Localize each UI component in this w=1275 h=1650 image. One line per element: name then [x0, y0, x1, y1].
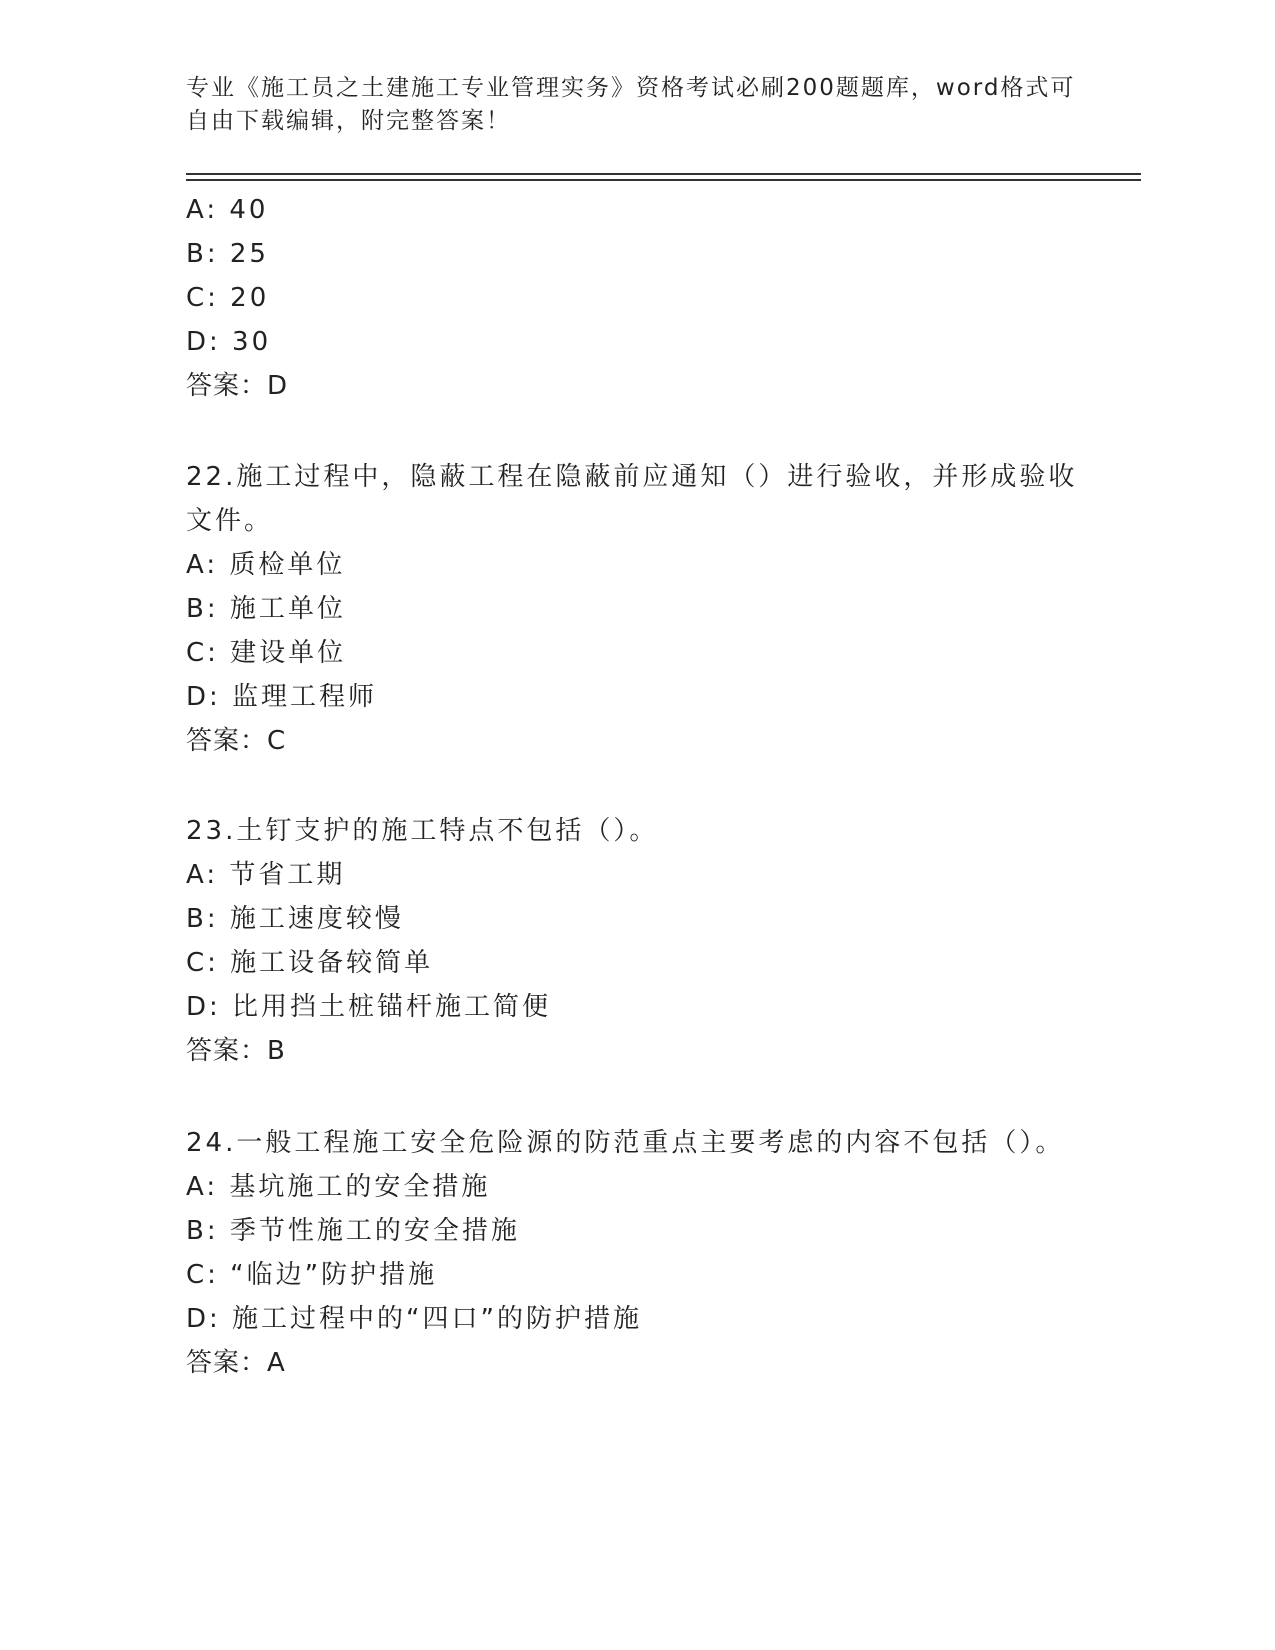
- option-d: D: 30: [186, 327, 272, 357]
- header-rule-bottom: [186, 179, 1141, 181]
- option-a: A: 节省工期: [186, 860, 346, 890]
- option-a: A: 质检单位: [186, 550, 346, 580]
- question-stem: 23.土钉支护的施工特点不包括（）。: [186, 816, 659, 846]
- option-c: C: 20: [186, 283, 270, 313]
- question-stem: 24.一般工程施工安全危险源的防范重点主要考虑的内容不包括（）。: [186, 1128, 1065, 1158]
- question-stem: 22.施工过程中，隐蔽工程在隐蔽前应通知（）进行验收，并形成验收: [186, 462, 1078, 492]
- option-c: C: “临边”防护措施: [186, 1260, 438, 1290]
- option-a: A: 40: [186, 195, 269, 225]
- answer: 答案：D: [186, 371, 289, 401]
- header-line-1: 专业《施工员之土建施工专业管理实务》资格考试必刷200题题库，word格式可: [186, 75, 1076, 101]
- option-d: D: 比用挡土桩锚杆施工简便: [186, 992, 552, 1022]
- option-c: C: 建设单位: [186, 638, 347, 668]
- answer: 答案：A: [186, 1348, 286, 1378]
- header-rule-top: [186, 173, 1141, 175]
- option-b: B: 施工速度较慢: [186, 904, 404, 934]
- option-a: A: 基坑施工的安全措施: [186, 1172, 491, 1202]
- option-b: B: 25: [186, 239, 269, 269]
- document-header: [186, 72, 1086, 138]
- option-c: C: 施工设备较简单: [186, 948, 434, 978]
- option-b: B: 施工单位: [186, 594, 346, 624]
- option-d: D: 施工过程中的“四口”的防护措施: [186, 1304, 642, 1334]
- header-line-2: 自由下载编辑，附完整答案！: [186, 108, 511, 134]
- question-stem-continued: 文件。: [186, 506, 274, 536]
- answer: 答案：C: [186, 726, 287, 756]
- option-b: B: 季节性施工的安全措施: [186, 1216, 520, 1246]
- answer: 答案：B: [186, 1036, 286, 1066]
- option-d: D: 监理工程师: [186, 682, 378, 712]
